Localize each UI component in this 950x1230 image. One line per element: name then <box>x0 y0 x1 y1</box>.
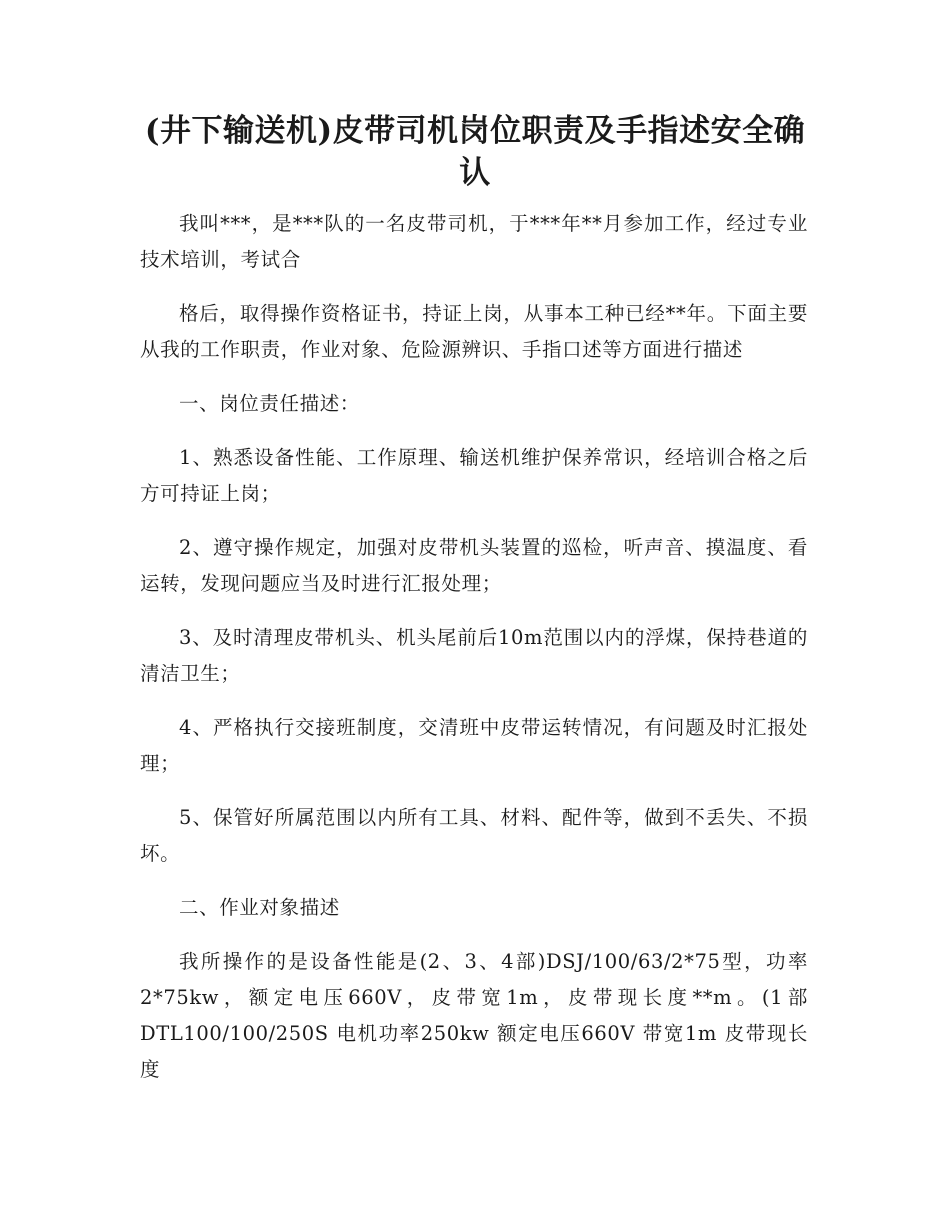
paragraph-intro-continued: 格后，取得操作资格证书，持证上岗，从事本工种已经**年。下面主要从我的工作职责，作业对象、危险源辨识、手指口述等方面进行描述 <box>140 302 808 361</box>
paragraph-intro: 我叫***，是***队的一名皮带司机，于***年**月参加工作，经过专业技术培训，考试合 <box>140 212 808 271</box>
document-title: (井下输送机)皮带司机岗位职责及手指述安全确认 <box>144 113 806 191</box>
duty-item-3: 3、及时清理皮带机头、机头尾前后10m范围以内的浮煤，保持巷道的清洁卫生； <box>140 626 808 685</box>
duty-item-1: 1、熟悉设备性能、工作原理、输送机维护保养常识，经培训合格之后方可持证上岗； <box>140 446 808 505</box>
document-body <box>140 206 808 1106</box>
section-heading-duties: 一、岗位责任描述： <box>179 392 360 415</box>
section-heading-work-object: 二、作业对象描述 <box>179 896 340 919</box>
duty-item-4: 4、严格执行交接班制度，交清班中皮带运转情况，有问题及时汇报处理； <box>140 716 808 775</box>
duty-item-5: 5、保管好所属范围以内所有工具、材料、配件等，做到不丢失、不损坏。 <box>140 806 808 865</box>
duty-item-2: 2、遵守操作规定，加强对皮带机头装置的巡检，听声音、摸温度、看运转，发现问题应当及时进行汇报处理； <box>140 536 808 595</box>
work-object-description: 我所操作的是设备性能是(2、3、4部)DSJ/100/63/2*75型，功率2*75kw，额定电压660V，皮带宽1m，皮带现长度**m。(1部DTL100/100/250S 电机功率250kw 额定电压660V 带宽1m 皮带现长度 <box>140 950 808 1081</box>
